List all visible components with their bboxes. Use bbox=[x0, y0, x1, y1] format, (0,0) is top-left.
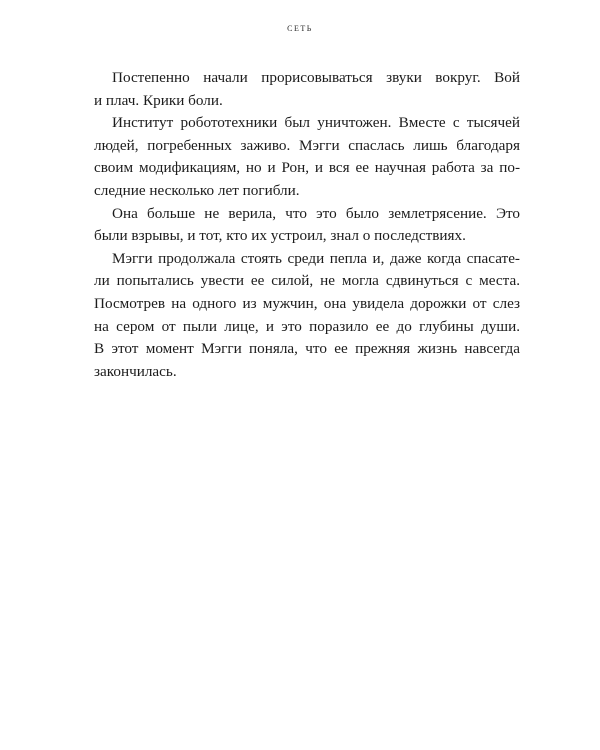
text-line: Она больше не верила, что это было землетрясение. Это bbox=[112, 204, 520, 222]
text-line: В этот момент Мэгги поняла, что ее прежняя жизнь навсегда bbox=[94, 340, 520, 358]
text-line: следние несколько лет погибли. bbox=[94, 181, 300, 199]
text-line: закончилась. bbox=[94, 362, 177, 380]
text-line: Посмотрев на одного из мужчин, она увидела дорожки от слез bbox=[94, 294, 520, 312]
paragraph bbox=[94, 67, 520, 112]
running-head: сеть bbox=[287, 22, 313, 34]
paragraph bbox=[94, 248, 520, 384]
text-line: и плач. Крики боли. bbox=[94, 91, 223, 109]
text-line: Постепенно начали прорисовываться звуки вокруг. Вой bbox=[112, 69, 520, 86]
text-line: Институт робототехники был уничтожен. Вместе с тысячей bbox=[112, 114, 520, 132]
text-line: своим модификациям, но и Рон, и вся ее научная работа за по- bbox=[94, 159, 520, 177]
text-line: Мэгги продолжала стоять среди пепла и, даже когда спасате- bbox=[112, 249, 520, 267]
text-line: были взрывы, и тот, кто их устроил, знал о последствиях. bbox=[94, 227, 466, 245]
body-text bbox=[94, 67, 520, 383]
text-line: на сером от пыли лице, и это поразило ее до глубины души. bbox=[94, 317, 520, 335]
text-line: ли попытались увести ее силой, не могла сдвинуться с места. bbox=[94, 272, 520, 290]
paragraph bbox=[94, 112, 520, 202]
paragraph bbox=[94, 203, 520, 248]
text-line: людей, погребенных заживо. Мэгги спаслась лишь благодаря bbox=[94, 136, 520, 154]
